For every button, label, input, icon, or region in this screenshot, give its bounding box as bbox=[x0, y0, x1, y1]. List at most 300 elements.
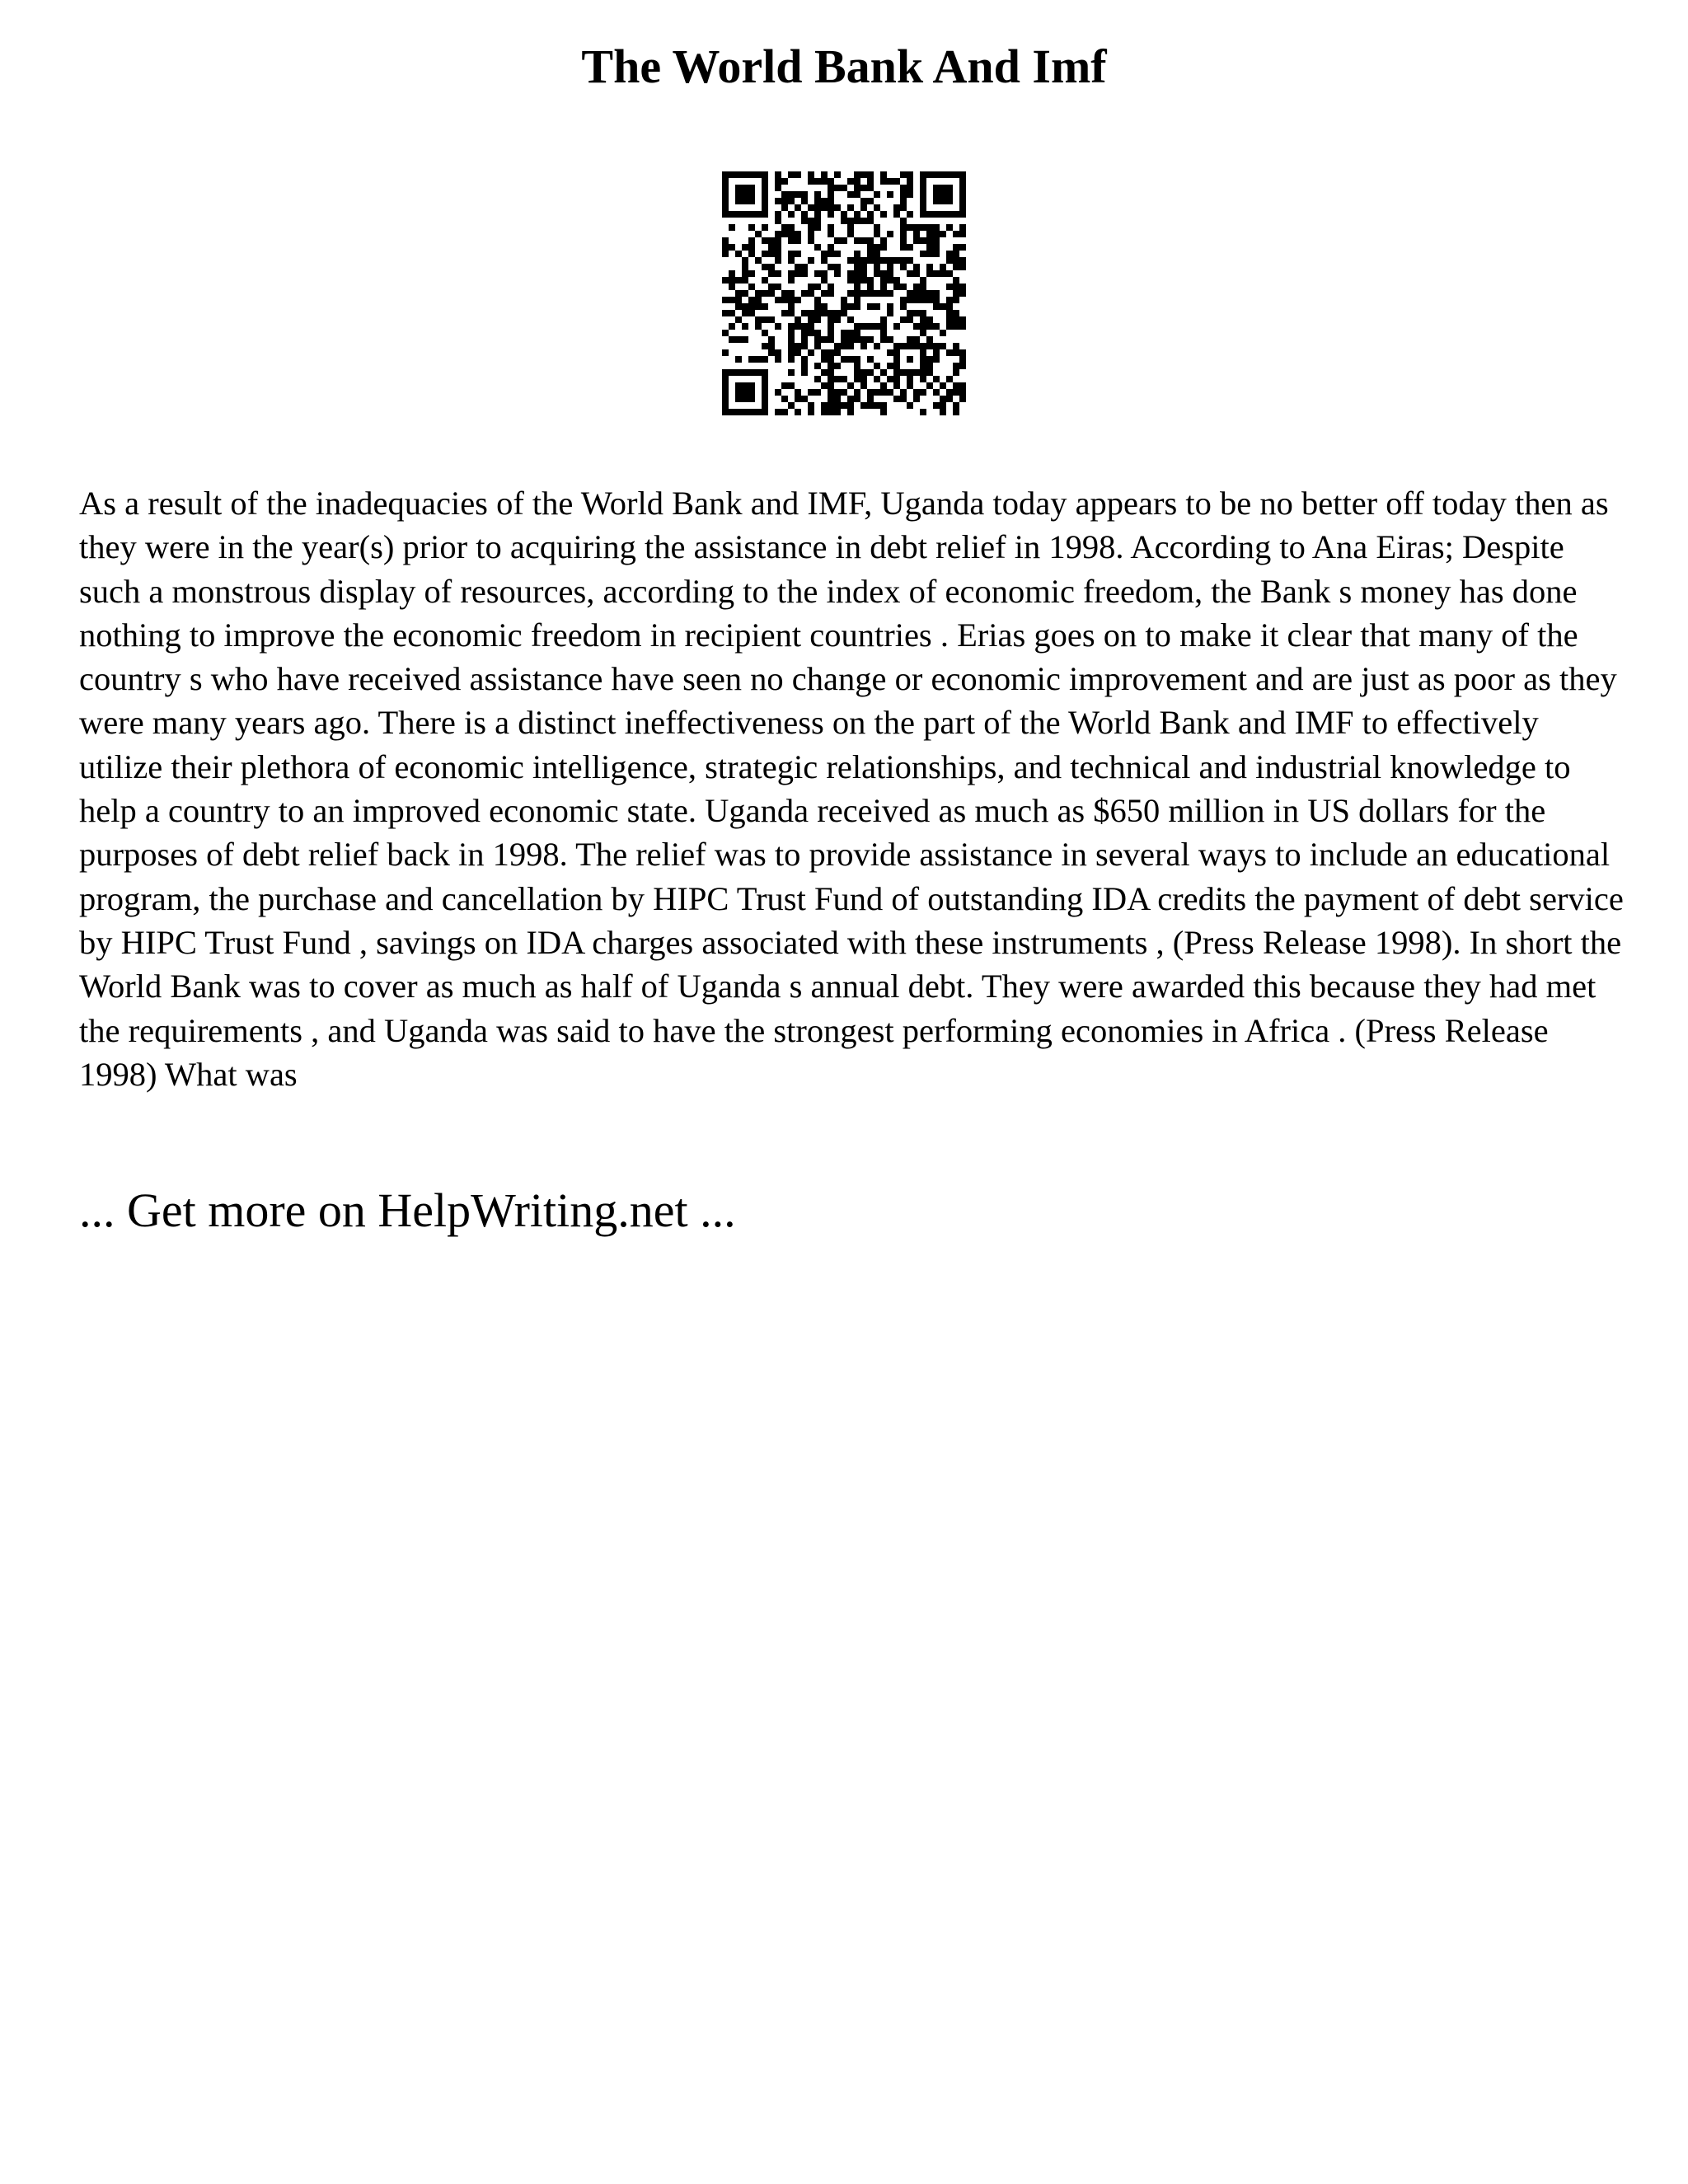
qr-module bbox=[781, 231, 788, 237]
qr-module bbox=[808, 310, 814, 316]
qr-module bbox=[722, 171, 729, 178]
qr-module bbox=[907, 171, 913, 178]
qr-module bbox=[748, 303, 755, 310]
qr-module bbox=[729, 409, 735, 415]
qr-module bbox=[834, 402, 841, 409]
qr-module bbox=[748, 396, 755, 402]
qr-module bbox=[775, 231, 781, 237]
qr-module bbox=[880, 382, 887, 389]
qr-module bbox=[722, 211, 729, 218]
qr-module bbox=[933, 270, 940, 277]
qr-module bbox=[946, 191, 953, 198]
qr-module bbox=[828, 290, 834, 297]
qr-module bbox=[788, 297, 795, 303]
qr-module bbox=[795, 349, 801, 356]
qr-module bbox=[920, 284, 926, 290]
qr-module bbox=[933, 198, 940, 204]
qr-module bbox=[874, 376, 880, 382]
qr-module bbox=[847, 402, 854, 409]
qr-module bbox=[854, 218, 860, 224]
qr-module bbox=[788, 310, 795, 316]
qr-module bbox=[953, 297, 959, 303]
qr-module bbox=[834, 264, 841, 270]
qr-module bbox=[775, 244, 781, 251]
qr-module bbox=[953, 363, 959, 369]
qr-module bbox=[729, 244, 735, 251]
qr-module bbox=[795, 231, 801, 237]
qr-module bbox=[867, 237, 874, 244]
qr-module bbox=[768, 251, 775, 257]
qr-module bbox=[801, 363, 808, 369]
qr-module bbox=[828, 244, 834, 251]
qr-module bbox=[814, 211, 821, 218]
qr-module bbox=[841, 218, 847, 224]
qr-module bbox=[920, 198, 926, 204]
qr-module bbox=[854, 270, 860, 277]
qr-module bbox=[821, 171, 828, 178]
qr-module bbox=[913, 284, 920, 290]
qr-module bbox=[841, 330, 847, 336]
qr-module bbox=[828, 323, 834, 330]
qr-module bbox=[821, 303, 828, 310]
qr-module bbox=[735, 211, 742, 218]
qr-module bbox=[900, 204, 907, 211]
qr-module bbox=[920, 297, 926, 303]
qr-module bbox=[920, 323, 926, 330]
qr-module bbox=[867, 218, 874, 224]
qr-module bbox=[795, 251, 801, 257]
qr-module bbox=[722, 402, 729, 409]
qr-module bbox=[920, 376, 926, 382]
qr-module bbox=[808, 409, 814, 415]
qr-module bbox=[907, 310, 913, 316]
qr-module bbox=[926, 224, 933, 231]
qr-module bbox=[834, 185, 841, 191]
qr-module bbox=[742, 303, 748, 310]
qr-module bbox=[801, 310, 808, 316]
qr-module bbox=[841, 303, 847, 310]
qr-module bbox=[735, 290, 742, 297]
qr-module bbox=[880, 277, 887, 284]
qr-module bbox=[775, 297, 781, 303]
qr-module bbox=[860, 277, 867, 284]
qr-module bbox=[768, 270, 775, 277]
qr-module bbox=[880, 402, 887, 409]
qr-module bbox=[926, 382, 933, 389]
qr-module bbox=[860, 336, 867, 343]
qr-module bbox=[808, 218, 814, 224]
qr-module bbox=[828, 284, 834, 290]
qr-module bbox=[900, 237, 907, 244]
qr-module bbox=[814, 218, 821, 224]
qr-module bbox=[722, 244, 729, 251]
qr-module bbox=[775, 185, 781, 191]
qr-module bbox=[847, 224, 854, 231]
qr-module bbox=[887, 277, 893, 284]
qr-module bbox=[867, 389, 874, 396]
qr-module bbox=[821, 204, 828, 211]
qr-module bbox=[828, 178, 834, 185]
qr-module bbox=[874, 231, 880, 237]
qr-module bbox=[781, 297, 788, 303]
qr-module bbox=[762, 204, 768, 211]
qr-module bbox=[788, 257, 795, 264]
qr-module bbox=[795, 323, 801, 330]
qr-module bbox=[788, 349, 795, 356]
qr-module bbox=[808, 316, 814, 323]
qr-module bbox=[854, 178, 860, 185]
qr-module bbox=[808, 323, 814, 330]
qr-module bbox=[801, 218, 808, 224]
qr-module bbox=[854, 369, 860, 376]
qr-module bbox=[788, 224, 795, 231]
qr-module bbox=[854, 264, 860, 270]
qr-module bbox=[748, 224, 755, 231]
qr-module bbox=[959, 244, 966, 251]
qr-module bbox=[847, 178, 854, 185]
qr-module bbox=[926, 316, 933, 323]
qr-module bbox=[854, 376, 860, 382]
qr-module bbox=[940, 191, 946, 198]
qr-module bbox=[762, 402, 768, 409]
qr-module bbox=[735, 409, 742, 415]
qr-module bbox=[893, 349, 900, 356]
qr-module bbox=[841, 402, 847, 409]
qr-module bbox=[729, 270, 735, 277]
qr-module bbox=[953, 349, 959, 356]
qr-module bbox=[762, 277, 768, 284]
qr-module bbox=[926, 270, 933, 277]
qr-module bbox=[953, 290, 959, 297]
qr-module bbox=[775, 270, 781, 277]
qr-module bbox=[834, 171, 841, 178]
qr-module bbox=[748, 409, 755, 415]
qr-module bbox=[768, 284, 775, 290]
qr-module bbox=[828, 336, 834, 343]
qr-module bbox=[762, 178, 768, 185]
qr-module bbox=[808, 349, 814, 356]
qr-module bbox=[920, 185, 926, 191]
qr-module bbox=[814, 224, 821, 231]
qr-module bbox=[755, 211, 762, 218]
qr-module bbox=[748, 198, 755, 204]
qr-module bbox=[860, 218, 867, 224]
qr-module bbox=[959, 356, 966, 363]
qr-module bbox=[814, 270, 821, 277]
qr-module bbox=[808, 290, 814, 297]
qr-module bbox=[847, 330, 854, 336]
qr-module bbox=[828, 349, 834, 356]
qr-module bbox=[834, 389, 841, 396]
qr-module bbox=[801, 264, 808, 270]
qr-module bbox=[907, 224, 913, 231]
qr-module bbox=[920, 224, 926, 231]
qr-module bbox=[959, 389, 966, 396]
qr-module bbox=[775, 389, 781, 396]
qr-module bbox=[788, 231, 795, 237]
qr-module bbox=[880, 323, 887, 330]
qr-module bbox=[913, 237, 920, 244]
qr-module bbox=[795, 204, 801, 211]
qr-module bbox=[913, 310, 920, 316]
qr-module bbox=[808, 204, 814, 211]
qr-module bbox=[801, 290, 808, 297]
qr-module bbox=[867, 244, 874, 251]
qr-module bbox=[808, 389, 814, 396]
qr-module bbox=[722, 185, 729, 191]
qr-module bbox=[860, 185, 867, 191]
qr-code-icon bbox=[722, 171, 966, 415]
qr-module bbox=[768, 316, 775, 323]
qr-module bbox=[735, 396, 742, 402]
qr-module bbox=[940, 382, 946, 389]
qr-module bbox=[926, 323, 933, 330]
qr-module bbox=[834, 310, 841, 316]
qr-module bbox=[742, 211, 748, 218]
qr-module bbox=[933, 297, 940, 303]
qr-module bbox=[959, 211, 966, 218]
qr-module bbox=[946, 284, 953, 290]
qr-module bbox=[801, 343, 808, 349]
qr-module bbox=[795, 396, 801, 402]
qr-module bbox=[755, 290, 762, 297]
qr-module bbox=[926, 336, 933, 343]
qr-module bbox=[933, 323, 940, 330]
qr-module bbox=[821, 402, 828, 409]
qr-module bbox=[814, 376, 821, 382]
qr-module bbox=[946, 323, 953, 330]
qr-module bbox=[953, 343, 959, 349]
qr-module bbox=[854, 330, 860, 336]
qr-module bbox=[841, 237, 847, 244]
qr-module bbox=[775, 218, 781, 224]
qr-module bbox=[900, 264, 907, 270]
qr-module bbox=[933, 191, 940, 198]
qr-module bbox=[907, 211, 913, 218]
qr-module bbox=[808, 231, 814, 237]
qr-module bbox=[907, 376, 913, 382]
qr-module bbox=[762, 389, 768, 396]
qr-module bbox=[880, 178, 887, 185]
qr-module bbox=[953, 316, 959, 323]
qr-module bbox=[729, 310, 735, 316]
qr-module bbox=[900, 244, 907, 251]
qr-module bbox=[874, 389, 880, 396]
qr-module bbox=[920, 171, 926, 178]
qr-module bbox=[854, 356, 860, 363]
qr-module bbox=[834, 409, 841, 415]
qr-module bbox=[854, 237, 860, 244]
qr-module bbox=[801, 396, 808, 402]
qr-module bbox=[854, 303, 860, 310]
qr-module bbox=[801, 356, 808, 363]
qr-module bbox=[867, 185, 874, 191]
qr-module bbox=[920, 178, 926, 185]
qr-module bbox=[880, 316, 887, 323]
qr-module bbox=[940, 330, 946, 336]
qr-module bbox=[768, 343, 775, 349]
qr-module bbox=[828, 251, 834, 257]
qr-module bbox=[841, 389, 847, 396]
qr-module bbox=[742, 396, 748, 402]
qr-module bbox=[959, 290, 966, 297]
qr-module bbox=[828, 231, 834, 237]
qr-module bbox=[775, 409, 781, 415]
qr-module bbox=[841, 211, 847, 218]
qr-module bbox=[781, 396, 788, 402]
qr-module bbox=[907, 244, 913, 251]
qr-module bbox=[722, 178, 729, 185]
qr-module bbox=[755, 171, 762, 178]
qr-module bbox=[887, 264, 893, 270]
qr-module bbox=[828, 382, 834, 389]
qr-module bbox=[860, 257, 867, 264]
qr-module bbox=[748, 251, 755, 257]
qr-module bbox=[953, 369, 959, 376]
qr-module bbox=[926, 171, 933, 178]
qr-module bbox=[953, 171, 959, 178]
qr-module bbox=[959, 363, 966, 369]
qr-module bbox=[867, 284, 874, 290]
qr-module bbox=[735, 185, 742, 191]
qr-module bbox=[814, 297, 821, 303]
qr-module bbox=[946, 389, 953, 396]
qr-module bbox=[834, 376, 841, 382]
qr-module bbox=[821, 369, 828, 376]
qr-module bbox=[860, 237, 867, 244]
qr-module bbox=[762, 376, 768, 382]
qr-module bbox=[946, 257, 953, 264]
qr-module bbox=[874, 303, 880, 310]
qr-module bbox=[953, 211, 959, 218]
qr-module bbox=[953, 284, 959, 290]
qr-module bbox=[926, 290, 933, 297]
qr-module bbox=[742, 389, 748, 396]
qr-module bbox=[900, 257, 907, 264]
qr-module bbox=[893, 382, 900, 389]
qr-module bbox=[900, 231, 907, 237]
qr-module bbox=[735, 369, 742, 376]
qr-module bbox=[874, 290, 880, 297]
qr-module bbox=[808, 237, 814, 244]
qr-module bbox=[907, 336, 913, 343]
qr-module bbox=[801, 211, 808, 218]
qr-module bbox=[788, 303, 795, 310]
qr-module bbox=[828, 310, 834, 316]
qr-module bbox=[874, 264, 880, 270]
qr-module bbox=[847, 204, 854, 211]
qr-module bbox=[880, 290, 887, 297]
get-more-link[interactable]: ... Get more on HelpWriting.net ... bbox=[79, 1183, 736, 1237]
qr-module bbox=[762, 316, 768, 323]
qr-module bbox=[900, 343, 907, 349]
qr-module bbox=[834, 363, 841, 369]
qr-module bbox=[788, 323, 795, 330]
qr-module bbox=[867, 356, 874, 363]
qr-module bbox=[940, 211, 946, 218]
qr-module bbox=[735, 389, 742, 396]
qr-module bbox=[788, 290, 795, 297]
qr-module bbox=[814, 336, 821, 343]
qr-module bbox=[959, 178, 966, 185]
qr-module bbox=[795, 297, 801, 303]
qr-module bbox=[880, 211, 887, 218]
qr-module bbox=[880, 330, 887, 336]
qr-module bbox=[926, 211, 933, 218]
qr-module bbox=[781, 224, 788, 231]
qr-module bbox=[926, 251, 933, 257]
qr-module bbox=[834, 204, 841, 211]
qr-module bbox=[821, 349, 828, 356]
qr-module bbox=[847, 270, 854, 277]
qr-module bbox=[722, 396, 729, 402]
qr-module bbox=[920, 316, 926, 323]
qr-module bbox=[907, 290, 913, 297]
qr-module bbox=[940, 343, 946, 349]
qr-module bbox=[874, 191, 880, 198]
qr-module bbox=[880, 237, 887, 244]
qr-module bbox=[920, 389, 926, 396]
qr-module bbox=[920, 191, 926, 198]
qr-module bbox=[834, 396, 841, 402]
qr-module bbox=[755, 303, 762, 310]
qr-module bbox=[946, 211, 953, 218]
qr-module bbox=[926, 244, 933, 251]
qr-module bbox=[828, 316, 834, 323]
qr-module bbox=[926, 343, 933, 349]
qr-module bbox=[755, 323, 762, 330]
qr-module bbox=[788, 171, 795, 178]
qr-module bbox=[953, 251, 959, 257]
qr-module bbox=[729, 277, 735, 284]
qr-module bbox=[926, 231, 933, 237]
qr-module bbox=[775, 171, 781, 178]
qr-module bbox=[940, 198, 946, 204]
qr-module bbox=[755, 316, 762, 323]
qr-module bbox=[860, 402, 867, 409]
qr-module bbox=[841, 310, 847, 316]
qr-module bbox=[768, 264, 775, 270]
qr-module bbox=[893, 284, 900, 290]
qr-module bbox=[920, 237, 926, 244]
qr-module bbox=[867, 171, 874, 178]
qr-module bbox=[722, 297, 729, 303]
qr-module bbox=[887, 363, 893, 369]
qr-module bbox=[933, 171, 940, 178]
qr-module bbox=[828, 198, 834, 204]
qr-module bbox=[913, 224, 920, 231]
qr-module bbox=[893, 204, 900, 211]
qr-module bbox=[887, 310, 893, 316]
qr-module bbox=[940, 264, 946, 270]
qr-module bbox=[841, 376, 847, 382]
qr-module bbox=[900, 297, 907, 303]
qr-module bbox=[748, 284, 755, 290]
qr-module bbox=[893, 343, 900, 349]
qr-module bbox=[742, 191, 748, 198]
qr-module bbox=[729, 336, 735, 343]
qr-module bbox=[795, 270, 801, 277]
qr-module bbox=[828, 191, 834, 198]
qr-module bbox=[775, 323, 781, 330]
qr-module bbox=[854, 211, 860, 218]
qr-module bbox=[781, 409, 788, 415]
qr-module bbox=[821, 178, 828, 185]
qr-module bbox=[788, 277, 795, 284]
qr-module bbox=[788, 369, 795, 376]
qr-module bbox=[755, 356, 762, 363]
qr-module bbox=[874, 402, 880, 409]
